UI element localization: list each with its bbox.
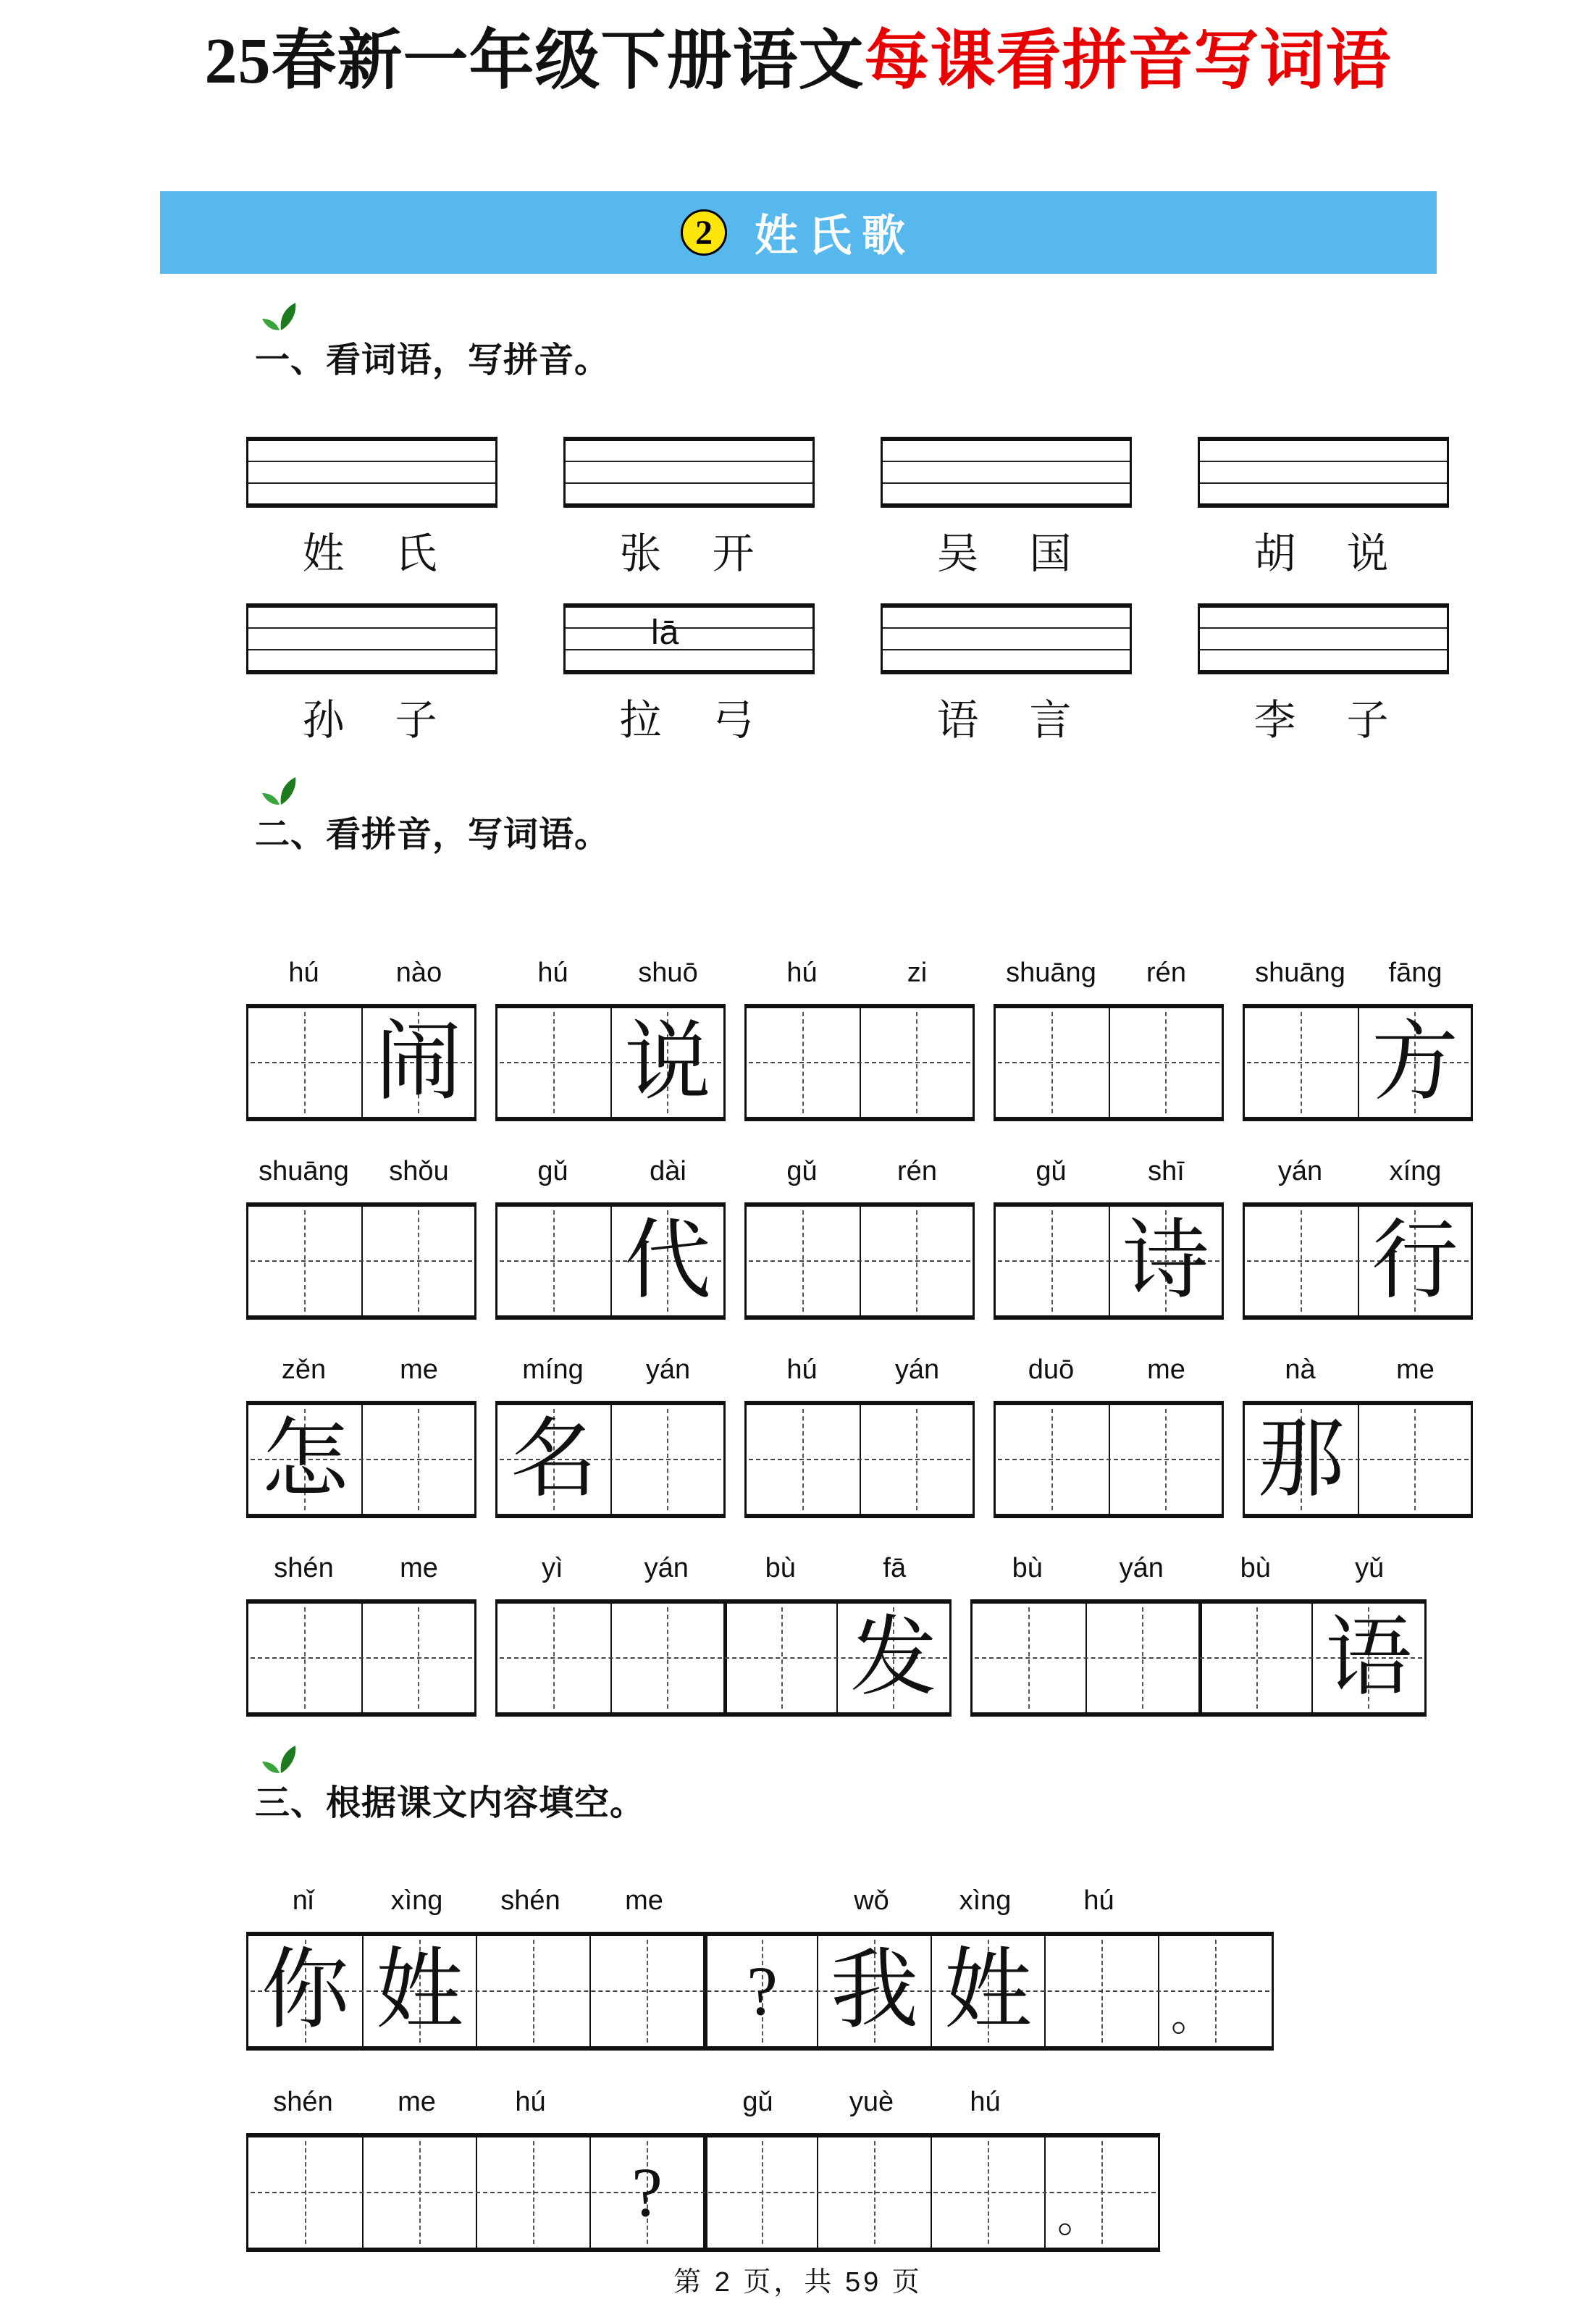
writing-cell[interactable] — [476, 2137, 589, 2248]
pinyin-syllable: shuāng — [259, 1156, 349, 1186]
pinyin-syllable: nào — [395, 958, 442, 988]
answer-character — [612, 1604, 723, 1712]
pinyin-syllable: fā — [883, 1553, 907, 1583]
pinyin-word-box — [744, 1354, 975, 1518]
pinyin-syllable: wǒ — [854, 1885, 889, 1916]
answer-character: 行 — [1372, 1213, 1458, 1309]
word-label: 吴 国 — [936, 530, 1076, 577]
answer-character — [707, 2137, 817, 2248]
question-mark: ? — [747, 1952, 778, 2030]
pinyin-word-box — [1243, 958, 1473, 1121]
writing-cell[interactable] — [1044, 1936, 1158, 2046]
answer-character — [1202, 1604, 1311, 1712]
writing-cell[interactable] — [817, 2137, 931, 2248]
pinyin-word-box — [246, 1156, 476, 1320]
word-item — [881, 437, 1132, 580]
section-one-header — [255, 306, 610, 382]
writing-cell[interactable] — [1311, 1604, 1424, 1712]
pinyin-answer: lā — [651, 613, 680, 652]
pinyin-grid-row-2 — [246, 603, 1596, 747]
pinyin-writing-row-3 — [246, 1354, 1596, 1518]
writing-cell[interactable] — [1158, 1936, 1272, 2046]
pinyin-syllable — [701, 1885, 815, 1932]
page-title — [0, 25, 1596, 97]
period-mark: 。 — [1171, 1993, 1214, 2040]
answer-character: 方 — [1372, 1014, 1458, 1110]
pinyin-syllable: zi — [907, 958, 928, 988]
pinyin-syllable: me — [625, 1885, 663, 1916]
pinyin-line — [744, 1354, 975, 1401]
writing-cell[interactable] — [497, 1405, 610, 1514]
answer-character — [818, 2137, 931, 2248]
pinyin-line — [495, 1553, 952, 1599]
writing-cell[interactable] — [476, 1936, 589, 2046]
answer-character — [1110, 1008, 1222, 1117]
page-title-red: 每课看拼音写词语 — [864, 25, 1392, 97]
writing-cell[interactable] — [248, 2137, 362, 2248]
answer-character — [973, 1604, 1085, 1712]
pinyin-writing-row-2 — [246, 1156, 1596, 1320]
pinyin-syllable: hú — [537, 958, 568, 988]
pinyin-grid-row-1 — [246, 437, 1596, 580]
pinyin-syllable: shuāng — [1006, 958, 1096, 988]
pinyin-syllable: shén — [500, 1885, 560, 1916]
pinyin-syllable: gǔ — [1036, 1156, 1067, 1186]
answer-character: 怎 — [261, 1411, 348, 1507]
pinyin-syllable: shuō — [638, 958, 698, 988]
section-three-title: 三、根据课文内容填空。 — [255, 1784, 646, 1822]
writing-box — [495, 1401, 726, 1518]
writing-cell[interactable] — [362, 2137, 476, 2248]
word-label: 胡 说 — [1253, 530, 1393, 577]
pinyin-syllable: me — [1147, 1354, 1185, 1385]
writing-cell[interactable] — [361, 1405, 474, 1514]
answer-character — [747, 1405, 860, 1514]
pinyin-syllable: yán — [894, 1354, 940, 1385]
page-number: 第 2 页，共 59 页 — [673, 2267, 923, 2298]
pinyin-syllable: me — [398, 2087, 436, 2117]
word-item — [563, 603, 815, 747]
pinyin-syllable: me — [400, 1354, 438, 1385]
pinyin-line — [744, 1156, 975, 1202]
answer-character — [747, 1207, 860, 1315]
answer-character — [1245, 1008, 1358, 1117]
pinyin-line — [994, 1354, 1224, 1401]
pinyin-line — [246, 958, 476, 1004]
pinyin-word-box — [744, 958, 975, 1121]
pinyin-syllable: shī — [1148, 1156, 1185, 1186]
fill-in-row-1 — [246, 1885, 1596, 2051]
pinyin-line — [970, 1553, 1427, 1599]
pinyin-writing-row-4 — [246, 1553, 1596, 1717]
answer-character — [861, 1405, 973, 1514]
writing-cell[interactable] — [1109, 1207, 1222, 1315]
pinyin-syllable: yán — [645, 1354, 691, 1385]
answer-character — [861, 1207, 973, 1315]
writing-cell[interactable] — [361, 1207, 474, 1315]
writing-cell[interactable] — [703, 1936, 817, 2046]
pinyin-syllable: shuāng — [1255, 958, 1345, 988]
writing-cell[interactable] — [589, 2137, 703, 2248]
answer-character: 语 — [1325, 1609, 1412, 1706]
writing-box — [495, 1202, 726, 1320]
writing-cell[interactable] — [860, 1405, 973, 1514]
answer-character — [497, 1207, 610, 1315]
answer-character — [477, 2137, 589, 2248]
pinyin-syllable: hú — [786, 958, 818, 988]
writing-cell[interactable] — [996, 1008, 1109, 1117]
answer-character — [932, 2137, 1044, 2248]
pinyin-syllable: hú — [1083, 1885, 1114, 1916]
pinyin-syllable: xìng — [959, 1885, 1012, 1916]
pinyin-syllable: yán — [1277, 1156, 1323, 1186]
writing-cell[interactable] — [1109, 1008, 1222, 1117]
lesson-banner — [160, 191, 1437, 274]
answer-character — [996, 1207, 1109, 1315]
answer-character — [363, 1604, 474, 1712]
writing-box — [246, 1202, 476, 1320]
answer-character — [1359, 1405, 1471, 1514]
pinyin-line — [246, 1553, 476, 1599]
pinyin-word-box — [994, 1354, 1224, 1518]
writing-cell[interactable] — [610, 1008, 723, 1117]
writing-cell[interactable] — [747, 1405, 860, 1514]
pinyin-syllable: me — [400, 1553, 438, 1583]
answer-character — [747, 1008, 860, 1117]
writing-cell[interactable] — [996, 1207, 1109, 1315]
pinyin-word-box — [246, 958, 476, 1121]
fill-in-row-2 — [246, 2087, 1596, 2252]
answer-character — [861, 1008, 973, 1117]
word-item — [1198, 603, 1449, 747]
writing-cell[interactable] — [931, 1936, 1044, 2046]
four-line-pinyin-grid[interactable] — [563, 603, 815, 674]
writing-cell[interactable] — [610, 1207, 723, 1315]
pinyin-syllable: yán — [1119, 1553, 1164, 1583]
writing-cell[interactable] — [1245, 1207, 1358, 1315]
answer-character: 我 — [830, 1942, 919, 2040]
writing-cell[interactable] — [973, 1604, 1085, 1712]
pinyin-word-box — [495, 1156, 726, 1320]
pinyin-syllable: yán — [644, 1553, 689, 1583]
answer-character — [1087, 1604, 1198, 1712]
answer-character — [996, 1008, 1109, 1117]
writing-cell[interactable] — [1358, 1008, 1471, 1117]
pinyin-word-box — [744, 1156, 975, 1320]
writing-strip — [246, 1932, 1274, 2051]
pinyin-syllable — [587, 2087, 701, 2133]
lesson-number-badge: 2 — [681, 209, 727, 256]
answer-character — [996, 1405, 1109, 1514]
answer-character: 说 — [624, 1014, 711, 1110]
four-line-pinyin-grid[interactable] — [881, 437, 1132, 508]
answer-character — [364, 2137, 476, 2248]
answer-character — [477, 1936, 589, 2046]
pinyin-syllable: dài — [650, 1156, 686, 1186]
pinyin-syllable: gǔ — [742, 2087, 773, 2117]
pinyin-syllable: gǔ — [786, 1156, 818, 1186]
answer-character: 名 — [511, 1411, 597, 1507]
section-two-title: 二、看拼音，写词语。 — [255, 816, 610, 854]
pinyin-line — [994, 1156, 1224, 1202]
writing-cell[interactable] — [497, 1207, 610, 1315]
writing-box — [994, 1401, 1224, 1518]
pinyin-syllable: rén — [1146, 958, 1186, 988]
writing-cell[interactable] — [248, 1008, 361, 1117]
pinyin-syllable: yì — [541, 1553, 563, 1583]
pinyin-line — [495, 958, 726, 1004]
pinyin-line — [1243, 1156, 1473, 1202]
writing-cell[interactable] — [610, 1604, 723, 1712]
section-three-header — [255, 1749, 645, 1825]
answer-character: 姓 — [944, 1942, 1033, 2040]
pinyin-word-box — [495, 1553, 952, 1717]
writing-box — [744, 1202, 975, 1320]
lesson-title: 姓氏歌 — [755, 212, 915, 260]
word-label: 语 言 — [936, 697, 1076, 744]
pinyin-writing-row-1 — [246, 958, 1596, 1121]
answer-character — [363, 1207, 474, 1315]
writing-cell[interactable] — [497, 1604, 610, 1712]
writing-box — [1243, 1401, 1473, 1518]
writing-cell[interactable] — [610, 1405, 723, 1514]
answer-character — [248, 2137, 362, 2248]
four-line-pinyin-grid[interactable] — [1198, 437, 1449, 508]
writing-cell[interactable] — [860, 1207, 973, 1315]
pinyin-line — [246, 1354, 476, 1401]
pinyin-syllable: shén — [273, 2087, 333, 2117]
pinyin-syllable: nà — [1285, 1354, 1316, 1385]
writing-cell[interactable] — [361, 1604, 474, 1712]
writing-box — [744, 1004, 975, 1121]
writing-cell[interactable] — [1198, 1604, 1311, 1712]
writing-cell[interactable] — [248, 1207, 361, 1315]
word-label: 李 子 — [1253, 697, 1393, 744]
pinyin-line — [246, 1885, 1596, 1932]
pinyin-word-box — [994, 958, 1224, 1121]
pinyin-syllable: duō — [1028, 1354, 1075, 1385]
writing-box — [994, 1004, 1224, 1121]
writing-box — [970, 1599, 1427, 1717]
writing-cell[interactable] — [589, 1936, 703, 2046]
pinyin-syllable: shén — [274, 1553, 334, 1583]
answer-character: 发 — [850, 1609, 937, 1706]
writing-cell[interactable] — [1358, 1405, 1471, 1514]
writing-box — [246, 1004, 476, 1121]
four-line-pinyin-grid[interactable] — [246, 603, 497, 674]
answer-character: 那 — [1258, 1411, 1345, 1507]
writing-cell[interactable] — [1085, 1604, 1198, 1712]
writing-box — [744, 1401, 975, 1518]
writing-box — [1243, 1202, 1473, 1320]
word-item — [1198, 437, 1449, 580]
writing-cell[interactable] — [836, 1604, 949, 1712]
section-one-title: 一、看词语，写拼音。 — [255, 341, 610, 380]
writing-cell[interactable] — [361, 1008, 474, 1117]
answer-character — [363, 1405, 474, 1514]
pinyin-syllable: hú — [970, 2087, 1001, 2117]
writing-cell[interactable] — [747, 1008, 860, 1117]
writing-cell[interactable] — [703, 2137, 817, 2248]
answer-character — [497, 1604, 610, 1712]
writing-cell[interactable] — [817, 1936, 931, 2046]
four-line-pinyin-grid[interactable] — [1198, 603, 1449, 674]
pinyin-syllable: fāng — [1388, 958, 1442, 988]
answer-character — [1046, 1936, 1158, 2046]
pinyin-line — [246, 1156, 476, 1202]
word-label: 拉 弓 — [619, 697, 759, 744]
pinyin-syllable: rén — [897, 1156, 937, 1186]
word-item — [246, 437, 497, 580]
sprout-icon — [259, 776, 300, 808]
answer-character: 姓 — [375, 1942, 464, 2040]
pinyin-word-box — [495, 1354, 726, 1518]
pinyin-line — [495, 1354, 726, 1401]
pinyin-syllable: xíng — [1389, 1156, 1442, 1186]
writing-cell[interactable] — [248, 1604, 361, 1712]
pinyin-line — [744, 958, 975, 1004]
answer-character — [1245, 1207, 1358, 1315]
writing-cell[interactable] — [248, 1936, 362, 2046]
writing-cell[interactable] — [1245, 1008, 1358, 1117]
pinyin-syllable: yuè — [849, 2087, 894, 2117]
writing-cell[interactable] — [1109, 1405, 1222, 1514]
answer-character — [727, 1604, 836, 1712]
answer-character — [612, 1405, 723, 1514]
pinyin-syllable: yǔ — [1355, 1553, 1385, 1583]
writing-box — [495, 1004, 726, 1121]
pinyin-syllable: míng — [522, 1354, 584, 1385]
answer-character — [591, 1936, 703, 2046]
four-line-pinyin-grid[interactable] — [881, 603, 1132, 674]
writing-cell[interactable] — [1044, 2137, 1158, 2248]
word-item — [563, 437, 815, 580]
pinyin-word-box — [246, 1553, 476, 1717]
word-label: 张 开 — [619, 530, 759, 577]
pinyin-syllable: me — [1396, 1354, 1435, 1385]
pinyin-word-box — [994, 1156, 1224, 1320]
answer-character — [497, 1008, 610, 1117]
pinyin-syllable — [1156, 1885, 1269, 1932]
pinyin-syllable: hú — [515, 2087, 546, 2117]
writing-box — [495, 1599, 952, 1717]
four-line-pinyin-grid[interactable] — [246, 437, 497, 508]
pinyin-line — [1243, 1354, 1473, 1401]
writing-cell[interactable] — [362, 1936, 476, 2046]
pinyin-line — [1243, 958, 1473, 1004]
pinyin-line — [994, 958, 1224, 1004]
writing-cell[interactable] — [996, 1405, 1109, 1514]
answer-character — [248, 1604, 361, 1712]
writing-box — [1243, 1004, 1473, 1121]
pinyin-syllable: hú — [786, 1354, 818, 1385]
pinyin-syllable: shǒu — [389, 1156, 449, 1186]
period-mark: 。 — [1057, 2194, 1100, 2241]
sprout-icon — [259, 1744, 300, 1777]
answer-character: 你 — [261, 1942, 350, 2040]
writing-box — [994, 1202, 1224, 1320]
pinyin-syllable: hú — [288, 958, 319, 988]
pinyin-line — [495, 1156, 726, 1202]
answer-character — [248, 1008, 361, 1117]
pinyin-word-box — [1243, 1156, 1473, 1320]
answer-character — [248, 1207, 361, 1315]
writing-cell[interactable] — [723, 1604, 836, 1712]
pinyin-syllable: bù — [1240, 1553, 1271, 1583]
answer-character: 闹 — [375, 1014, 462, 1110]
word-item — [246, 603, 497, 747]
writing-box — [246, 1599, 476, 1717]
writing-cell[interactable] — [931, 2137, 1044, 2248]
pinyin-syllable: nǐ — [292, 1885, 314, 1916]
word-label: 姓 氏 — [302, 530, 442, 577]
question-mark: ? — [631, 2153, 663, 2231]
pinyin-syllable: zěn — [281, 1354, 327, 1385]
pinyin-line — [246, 2087, 1596, 2133]
pinyin-syllable: bù — [765, 1553, 796, 1583]
writing-cell[interactable] — [248, 1405, 361, 1514]
pinyin-syllable — [1042, 2087, 1156, 2133]
pinyin-syllable: xìng — [390, 1885, 443, 1916]
writing-cell[interactable] — [1358, 1207, 1471, 1315]
word-item — [881, 603, 1132, 747]
section-two-header — [255, 780, 610, 856]
pinyin-word-box — [970, 1553, 1427, 1717]
writing-cell[interactable] — [860, 1008, 973, 1117]
word-label: 孙 子 — [302, 697, 442, 744]
writing-box — [246, 1401, 476, 1518]
answer-character: 代 — [624, 1213, 711, 1309]
writing-strip — [246, 2133, 1160, 2252]
sprout-icon — [259, 301, 300, 334]
writing-cell[interactable] — [747, 1207, 860, 1315]
pinyin-word-box — [495, 958, 726, 1121]
four-line-pinyin-grid[interactable] — [563, 437, 815, 508]
answer-character: 诗 — [1122, 1213, 1209, 1309]
writing-cell[interactable] — [497, 1008, 610, 1117]
pinyin-syllable: bù — [1012, 1553, 1043, 1583]
pinyin-word-box — [1243, 1354, 1473, 1518]
answer-character — [1110, 1405, 1222, 1514]
pinyin-syllable: gǔ — [537, 1156, 568, 1186]
pinyin-word-box — [246, 1354, 476, 1518]
page-title-black: 25春新一年级下册语文 — [204, 25, 865, 97]
writing-cell[interactable] — [1245, 1405, 1358, 1514]
